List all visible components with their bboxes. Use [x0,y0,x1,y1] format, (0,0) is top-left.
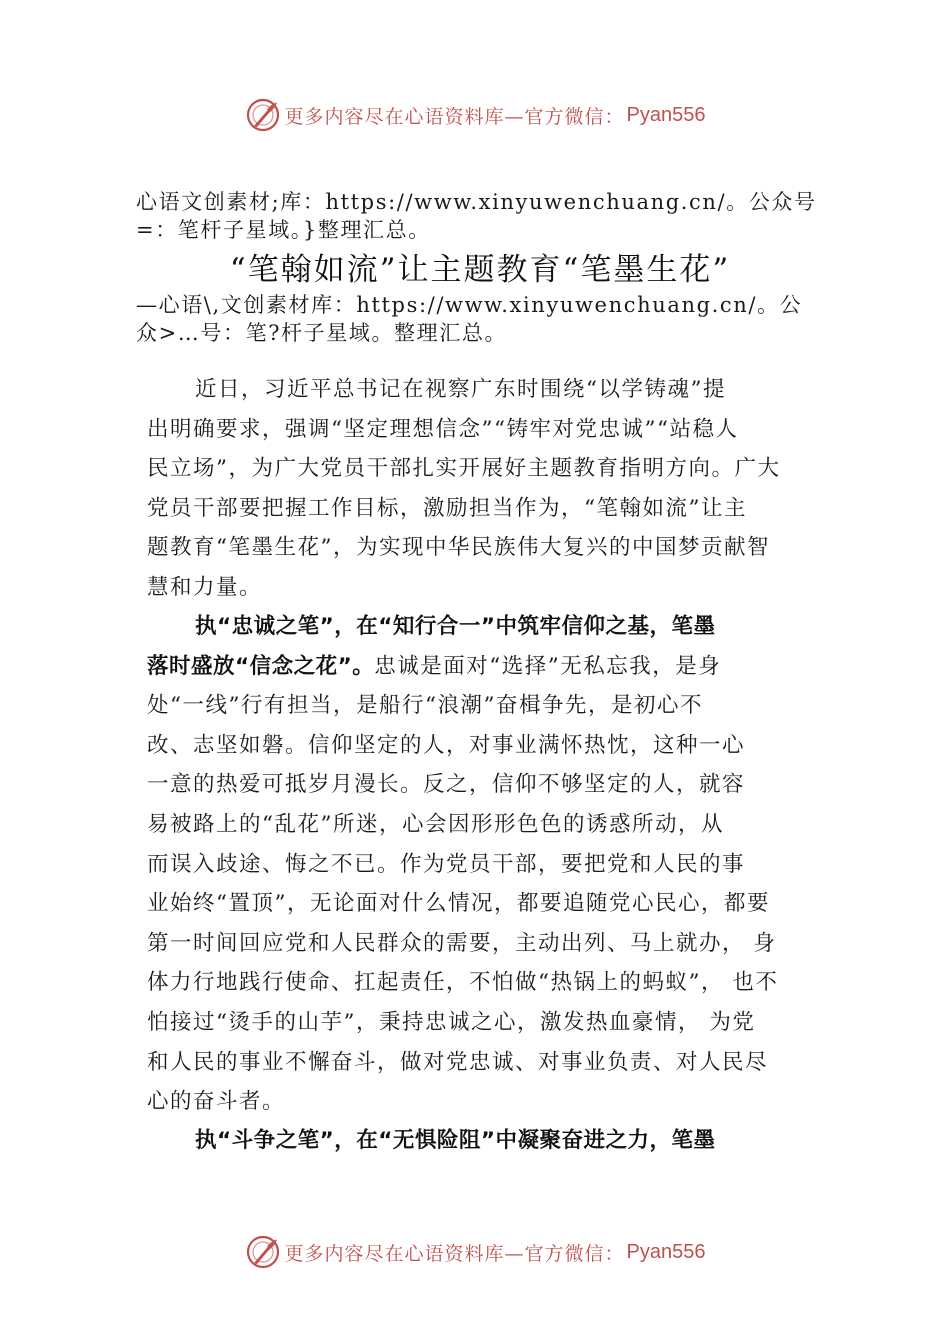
section-1-heading-end: 落时盛放“信念之花”。 [147,653,375,679]
source-note-2 [136,291,836,347]
document-title: “笔翰如流”让主题教育“笔墨生花” [229,252,731,288]
quill-pen-logo-icon [245,1234,281,1270]
intro-line: 出明确要求，强调“坚定理想信念”“铸牢对党忠诚”“站稳人 [147,416,739,442]
source-note-2-line-1: —心语\,文创素材库：https://www.xinyuwenchuang.cn/。公 [136,293,803,317]
section-1-line: 易被路上的“乱花”所迷，心会因形形色色的诱惑所动，从 [147,811,724,837]
section-2-heading: 执“斗争之笔”，在“无惧险阻”中凝聚奋进之力，笔墨 [195,1128,716,1153]
banner-wechat-id: Pyan556 [626,1240,706,1263]
footer-banner [0,1232,950,1272]
section-1-line: 体力行地践行使命、扛起责任，不怕做“热锅上的蚂蚁”， 也不 [147,970,779,996]
section-1-line: 业始终“置顶”，无论面对什么情况，都要追随党心民心，都要 [147,891,770,917]
section-1-heading: 执“忠诚之笔”，在“知行合一”中筑牢信仰之基，笔墨 [195,614,716,639]
intro-line: 近日，习近平总书记在视察广东时围绕“以学铸魂”提 [195,377,726,402]
quill-pen-logo-icon [245,97,281,133]
intro-line: 慧和力量。 [147,574,263,600]
section-1-line: 和人民的事业不懈奋斗，做对党忠诚、对事业负责、对人民尽 [147,1049,769,1075]
intro-line: 党员干部要把握工作目标，激励担当作为，“笔翰如流”让主 [147,495,747,521]
banner-text: 更多内容尽在心语资料库—官方微信： [284,105,625,128]
source-note-2-line-2: 众>…号：笔?杆子星域。整理汇总。 [136,321,508,345]
banner-wechat-id: Pyan556 [626,103,706,126]
intro-paragraph [147,370,807,608]
section-1-line: 一意的热爱可抵岁月漫长。反之，信仰不够坚定的人，就容 [147,772,746,798]
section-1-line: 改、志坚如磐。信仰坚定的人，对事业满怀热忱，这种一心 [147,732,746,758]
section-1-text-start: 忠诚是面对“选择”无私忘我，是身 [374,653,722,679]
section-1-line: 心的奋斗者。 [147,1089,286,1115]
intro-line: 民立场”，为广大党员干部扎实开展好主题教育指明方向。广大 [147,456,781,482]
section-1-line: 怕接过“烫手的山芋”，秉持忠诚之心，激发热血豪情， 为党 [147,1009,756,1035]
source-note-1-line-2: =：笔杆子星域。}整理汇总。 [136,218,431,242]
section-2-paragraph [147,1121,837,1161]
section-1-paragraph [147,607,807,1122]
source-note-1-line-1: 心语文创素材;库：https://www.xinyuwenchuang.cn/。公众号 [136,190,817,214]
banner-text: 更多内容尽在心语资料库—官方微信： [284,1242,625,1265]
section-1-line: 第一时间回应党和人民群众的需要，主动出列、马上就办， 身 [147,930,777,956]
section-1-line: 而误入歧途、悔之不已。作为党员干部，要把党和人民的事 [147,851,746,877]
section-1-line: 处“一线”行有担当，是船行“浪潮”奋楫争先，是初心不 [147,693,703,719]
source-note-1 [136,188,836,244]
header-banner [0,95,950,135]
intro-line: 题教育“笔墨生花”，为实现中华民族伟大复兴的中国梦贡献智 [147,535,770,561]
